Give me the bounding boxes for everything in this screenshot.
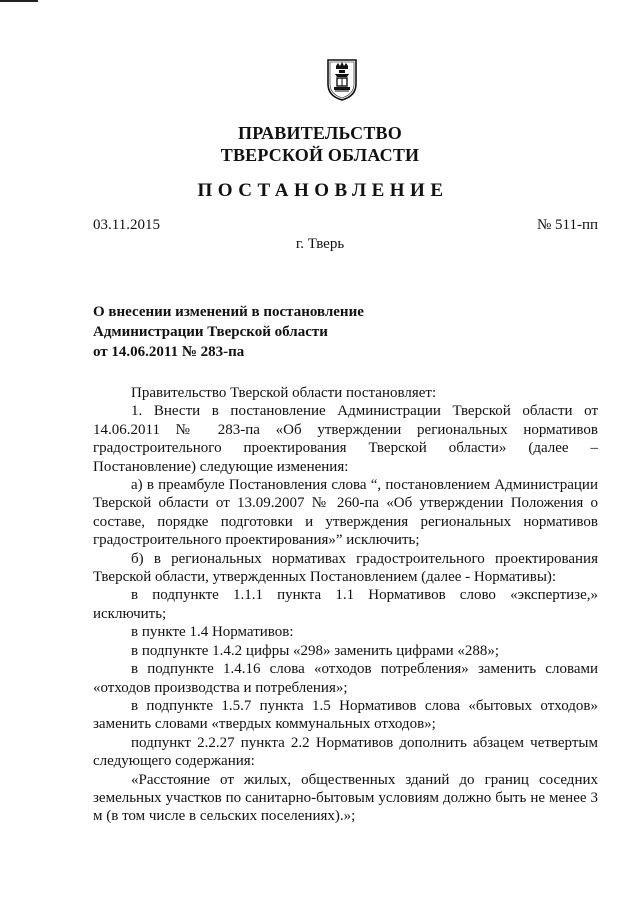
- body-paragraph: в подпункте 1.4.16 слова «отходов потребления» заменить словами «отходов производства и потребления»;: [93, 661, 598, 696]
- body-paragraph: 1. Внести в постановление Администрации Тверской области от 14.06.2011 № 283-па «Об утверждении региональных нормативов градостроительного проектирования Тверской области» (далее – Постановление) следующие изменения:: [93, 403, 598, 475]
- body-paragraph: а) в преамбуле Постановления слова “, постановлением Администрации Тверской области от 13.09.2007 № 260-па «Об утверждении Положения о составе, порядке подготовки и утверждения региональных нормативов градостроительного проектирования»” исключить;: [93, 477, 598, 549]
- subject-line: Администрации Тверской области: [93, 324, 328, 340]
- scan-corner-mark: [0, 0, 38, 2]
- body-paragraph: Правительство Тверской области постановляет:: [131, 385, 437, 401]
- subject-line: от 14.06.2011 № 283-па: [93, 344, 245, 360]
- body-paragraph: подпункт 2.2.27 пункта 2.2 Нормативов дополнить абзацем четвертым следующего содержания:: [93, 734, 598, 770]
- government-title: [0, 122, 640, 166]
- body-paragraph: в пункте 1.4 Нормативов:: [131, 624, 294, 641]
- tver-coat-of-arms-icon: [326, 58, 358, 102]
- body-paragraph: «Расстояние от жилых, общественных зданий до границ соседних земельных участков по санитарно-бытовым условиям должно быть не менее 3 м (в том числе в сельских поселениях).»;: [93, 771, 598, 825]
- subject-line: О внесении изменений в постановление: [93, 304, 364, 320]
- org-name-line1: ПРАВИТЕЛЬСТВО: [238, 123, 402, 143]
- body-paragraph: в подпункте 1.5.7 пункта 1.5 Нормативов слова «бытовых отходов» заменить словами «твердых коммунальных отходов»;: [93, 697, 598, 733]
- body-paragraph: в подпункте 1.4.2 цифры «298» заменить цифрами «288»;: [131, 642, 500, 659]
- org-name-line2: ТВЕРСКОЙ ОБЛАСТИ: [220, 145, 420, 165]
- body-paragraph: в подпункте 1.1.1 пункта 1.1 Нормативов слово «экспертизе,» исключить;: [93, 587, 598, 622]
- document-number: № 511-пп: [536, 217, 598, 233]
- document-body: [93, 384, 598, 826]
- document-city: г. Тверь: [295, 236, 345, 252]
- document-type: ПОСТАНОВЛЕНИЕ: [197, 180, 449, 201]
- body-paragraph: б) в региональных нормативах градостроительного проектирования Тверской области, утвержденных Постановлением (далее - Нормативы):: [93, 550, 598, 586]
- document-date: 03.11.2015: [93, 217, 160, 233]
- document-subject: [93, 302, 364, 362]
